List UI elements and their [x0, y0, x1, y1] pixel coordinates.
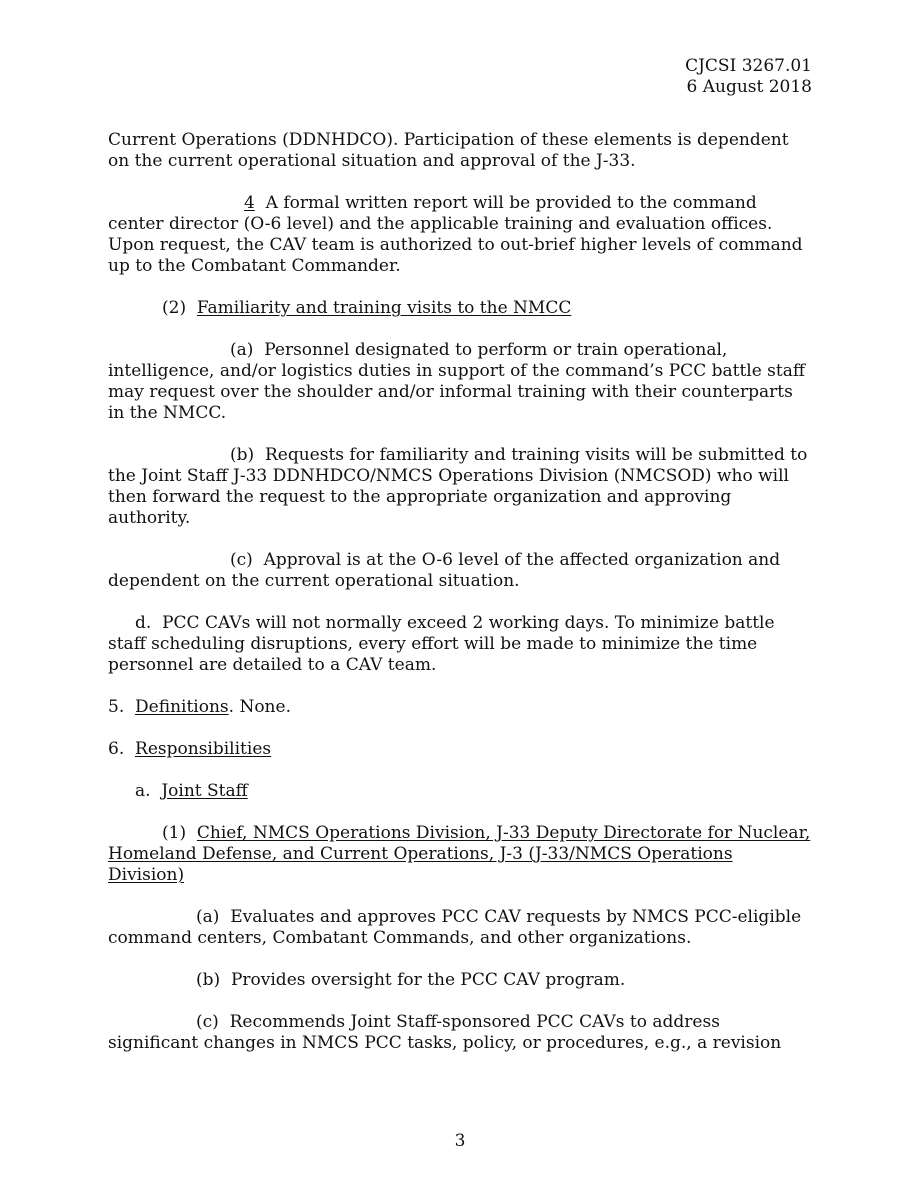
paragraph: [108, 781, 812, 802]
paragraph: [108, 193, 812, 277]
paragraph-text: Requests for familiarity and training visits will be submitted to the Joint Staff J-33 DDNHDCO/NMCS Operations Division (NMCSOD) who will then forward the request to the appropriate organization and approving authority.: [108, 445, 808, 528]
paragraph-title: Familiarity and training visits to the NMCC: [196, 298, 572, 318]
paragraph-number: 5.: [108, 697, 125, 717]
paragraph-number: (a): [230, 340, 254, 360]
paragraph-number: a.: [135, 781, 151, 801]
paragraph: [108, 1012, 812, 1054]
paragraph-text: A formal written report will be provided to the command center director (O-6 level) and the applicable training and evaluation offices. Upon request, the CAV team is authorized to out-brief higher levels of command up to the Combatant Commander.: [108, 193, 803, 276]
paragraph: [108, 697, 812, 718]
paragraph: [108, 739, 812, 760]
paragraph-number: (c): [230, 550, 253, 570]
paragraph-number: (a): [196, 907, 220, 927]
paragraph: [108, 340, 812, 424]
paragraph-title: Responsibilities: [135, 739, 272, 759]
paragraph: [108, 298, 812, 319]
paragraph-text: Evaluates and approves PCC CAV requests by NMCS PCC-eligible command centers, Combatant Commands, and other organizations.: [108, 907, 802, 948]
paragraph-number: d.: [135, 613, 152, 633]
paragraph-number: 4: [244, 193, 255, 213]
paragraph-text: Approval is at the O-6 level of the affected organization and dependent on the current operational situation.: [108, 550, 781, 591]
paragraph-text: Current Operations (DDNHDCO). Participation of these elements is dependent on the current operational situation and approval of the J-33.: [108, 130, 789, 171]
paragraph-number: (1): [162, 823, 187, 843]
page-header: [685, 56, 812, 98]
document-date: 6 August 2018: [686, 77, 812, 97]
paragraph-number: (c): [196, 1012, 219, 1032]
paragraph-title: Definitions: [135, 697, 229, 717]
paragraph-number: 6.: [108, 739, 125, 759]
paragraph-number: (2): [162, 298, 187, 318]
paragraph: [108, 613, 812, 676]
paragraph-text: Provides oversight for the PCC CAV program.: [230, 970, 626, 990]
paragraph-number: (b): [230, 445, 255, 465]
document-body: [108, 130, 812, 1075]
page-number: 3: [454, 1131, 466, 1151]
paragraph-number: (b): [196, 970, 221, 990]
document-id: CJCSI 3267.01: [685, 56, 812, 76]
paragraph-text: Personnel designated to perform or train operational, intelligence, and/or logistics duties in support of the command’s PCC battle staff may request over the shoulder and/or informal training with their counterparts in the NMCC.: [108, 340, 805, 423]
paragraph: [108, 445, 812, 529]
paragraph-title: Chief, NMCS Operations Division, J-33 Deputy Directorate for Nuclear, Homeland Defense, and Current Operations, J-3 (J-33/NMCS Operations Division): [108, 823, 811, 885]
paragraph-text: . None.: [228, 697, 291, 717]
paragraph: [108, 907, 812, 949]
paragraph: [108, 550, 812, 592]
paragraph: [108, 970, 812, 991]
paragraph-text: Recommends Joint Staff-sponsored PCC CAVs to address significant changes in NMCS PCC tasks, policy, or procedures, e.g., a revision: [108, 1012, 782, 1053]
paragraph: [108, 130, 812, 172]
paragraph-text: PCC CAVs will not normally exceed 2 working days. To minimize battle staff scheduling disruptions, every effort will be made to minimize the time personnel are detailed to a CAV team.: [108, 613, 775, 675]
paragraph-title: Joint Staff: [161, 781, 248, 801]
paragraph: [108, 823, 812, 886]
